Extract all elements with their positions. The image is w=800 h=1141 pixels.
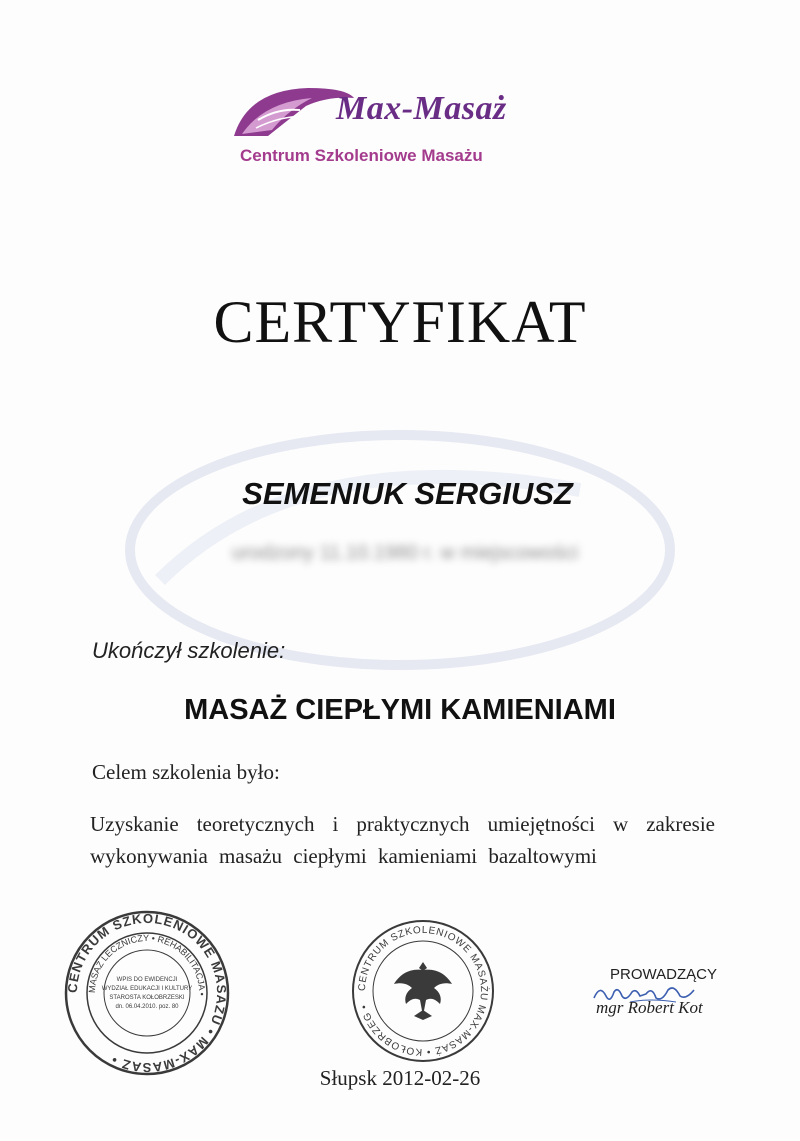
recipient-name: SEMENIUK SERGIUSZ xyxy=(242,476,573,511)
goal-label: Celem szkolenia było: xyxy=(92,760,280,784)
place-and-date: Słupsk 2012-02-26 xyxy=(319,1066,481,1090)
left-stamp xyxy=(62,908,232,1078)
brand-name: Max-Masaż xyxy=(336,90,507,127)
director-block xyxy=(588,966,748,1036)
redacted-personal-details: urodzony 11.10.1980 r. w miejscowości xyxy=(231,542,579,564)
middle-stamp-ring-text: CENTRUM SZKOLENIOWE MASAŻU MAX-MASAŻ • KOŁOBRZEG • xyxy=(356,924,490,1058)
left-stamp-line-2: WYDZIAŁ EDUKACJI I KULTURY xyxy=(101,986,193,992)
director-name: mgr Robert Kot xyxy=(596,998,703,1017)
left-stamp-line-4: dn. 06.04.2010. poz. 80 xyxy=(115,1004,179,1010)
left-stamp-inner-ring-text: MASAŻ LECZNICZY • REHABILITACJA • xyxy=(86,932,208,996)
left-stamp-ring-text: CENTRUM SZKOLENIOWE MASAŻU • MAX-MASAŻ • xyxy=(64,910,230,1076)
brand-tagline: Centrum Szkoleniowe Masażu xyxy=(240,146,483,165)
goal-description: Uzyskanie teoretycznych i praktycznych umiejętności w zakresie wykonywania masażu ciepłymi kamieniami bazaltowymi xyxy=(90,812,715,868)
course-name: MASAŻ CIEPŁYMI KAMIENIAMI xyxy=(184,694,616,726)
middle-stamp xyxy=(350,918,496,1064)
director-title: PROWADZĄCY xyxy=(610,966,717,983)
company-logo xyxy=(228,80,568,175)
eagle-emblem-icon xyxy=(394,962,452,1020)
left-stamp-line-3: STAROSTA KOŁOBRZESKI xyxy=(109,995,185,1001)
certificate-title: CERTYFIKAT xyxy=(213,289,587,355)
left-stamp-line-1: WPIS DO EWIDENCJI xyxy=(116,977,178,983)
completed-label: Ukończył szkolenie: xyxy=(92,638,286,663)
